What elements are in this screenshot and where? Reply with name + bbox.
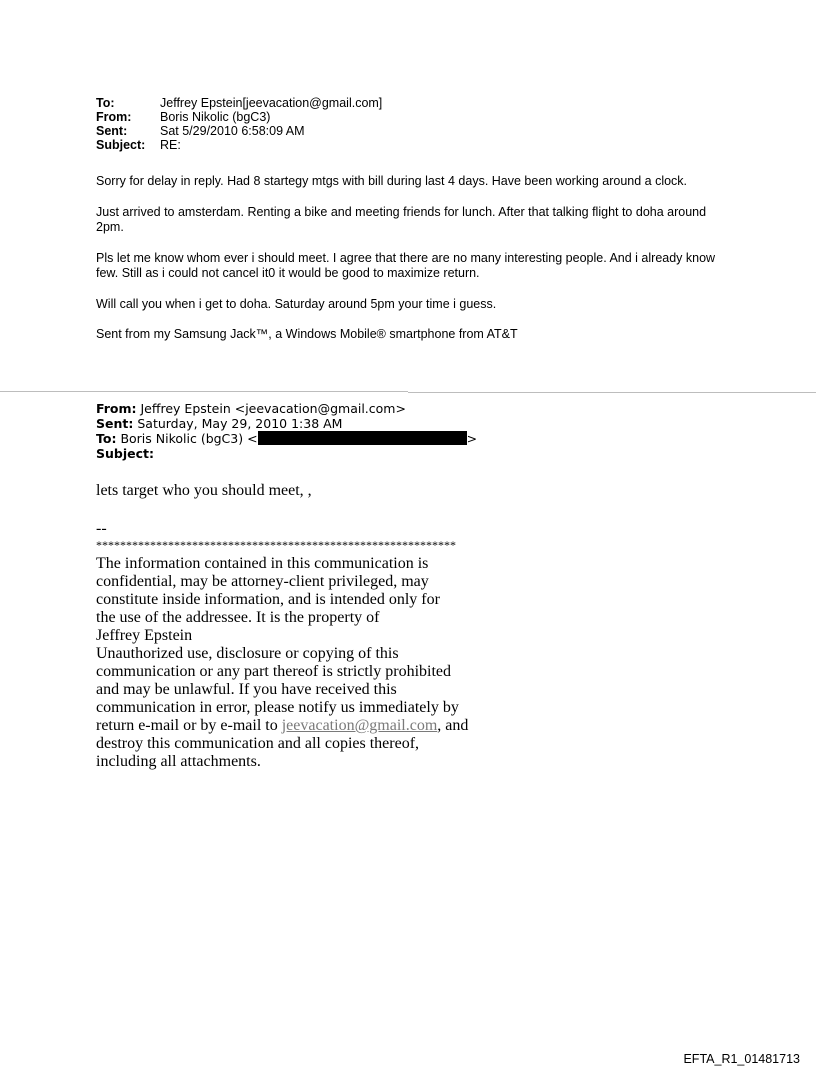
quoted-to-row: [96, 431, 477, 447]
quoted-sent-value: Saturday, May 29, 2010 1:38 AM: [137, 415, 343, 431]
subject-value: RE:: [160, 138, 181, 152]
signature-stars: ************************************************************: [96, 538, 456, 552]
signature-line: and may be unlawful. If you have received this: [96, 681, 397, 698]
signature-line: Jeffrey Epstein: [96, 627, 193, 644]
quoted-to-label: To:: [96, 431, 117, 446]
reply-body: [96, 174, 726, 358]
document-id: EFTA_R1_01481713: [683, 1052, 800, 1066]
sent-value: Sat 5/29/2010 6:58:09 AM: [160, 124, 305, 138]
signature-block: [96, 555, 468, 771]
signature-line: including all attachments.: [96, 753, 261, 770]
sent-row: [96, 124, 382, 138]
sent-label: Sent:: [96, 124, 128, 138]
divider-left: [0, 391, 408, 392]
from-row: [96, 110, 382, 124]
quoted-sent-row: [96, 417, 477, 432]
signature-line: confidential, may be attorney-client privileged, may: [96, 573, 429, 590]
quoted-to-suffix: >: [466, 431, 478, 446]
to-value: Jeffrey Epstein[jeevacation@gmail.com]: [160, 96, 383, 110]
signature-line: the use of the addressee. It is the property of: [96, 609, 380, 626]
signature-post-link: , and: [437, 717, 469, 734]
signature-link-line: [96, 717, 468, 735]
quoted-to-value: Boris Nikolic (bgC3) <: [120, 431, 258, 446]
quoted-from-row: [96, 402, 477, 417]
from-value: Boris Nikolic (bgC3): [160, 110, 271, 124]
to-label: To:: [96, 96, 115, 110]
from-label: From:: [96, 110, 132, 124]
email-link[interactable]: jeevacation@gmail.com: [281, 717, 438, 734]
signature-line: destroy this communication and all copies thereof,: [96, 735, 420, 752]
email-header: [96, 96, 382, 152]
quoted-sent-label: Sent:: [96, 415, 134, 431]
signature-line: Unauthorized use, disclosure or copying of this: [96, 645, 399, 662]
redaction-bar: [258, 431, 467, 445]
quoted-subject-row: [96, 447, 477, 462]
subject-label: Subject:: [96, 138, 146, 152]
signature-line: communication or any part thereof is strictly prohibited: [96, 663, 452, 680]
quoted-from-value: Jeffrey Epstein <jeevacation@gmail.com>: [140, 401, 406, 416]
quoted-header: [96, 402, 477, 461]
subject-row: [96, 138, 382, 152]
signature-line: communication in error, please notify us immediately by: [96, 699, 459, 716]
reply-paragraph: Sent from my Samsung Jack™, a Windows Mobile® smartphone from AT&T: [96, 327, 518, 341]
divider-right: [408, 392, 816, 393]
to-row: [96, 96, 382, 110]
quoted-subject-label: Subject:: [96, 445, 154, 461]
quoted-from-label: From:: [96, 401, 137, 416]
signature-dashes: --: [96, 520, 107, 537]
reply-paragraph: Sorry for delay in reply. Had 8 startegy mtgs with bill during last 4 days. Have been working around a clock.: [96, 174, 688, 188]
reply-paragraph: Just arrived to amsterdam. Renting a bike and meeting friends for lunch. After that talking flight to doha around 2pm.: [96, 204, 707, 234]
reply-paragraph: Will call you when i get to doha. Saturday around 5pm your time i guess.: [96, 296, 497, 311]
signature-line: The information contained in this communication is: [96, 555, 429, 572]
reply-paragraph: Pls let me know whom ever i should meet. I agree that there are no many interesting people. And i already know few. Still as i could not cancel it0 it would be good to maximize return.: [96, 250, 716, 280]
quoted-body: lets target who you should meet, ,: [96, 482, 312, 499]
signature-line: constitute inside information, and is intended only for: [96, 591, 440, 608]
signature-pre-link: return e-mail or by e-mail to: [96, 717, 282, 734]
